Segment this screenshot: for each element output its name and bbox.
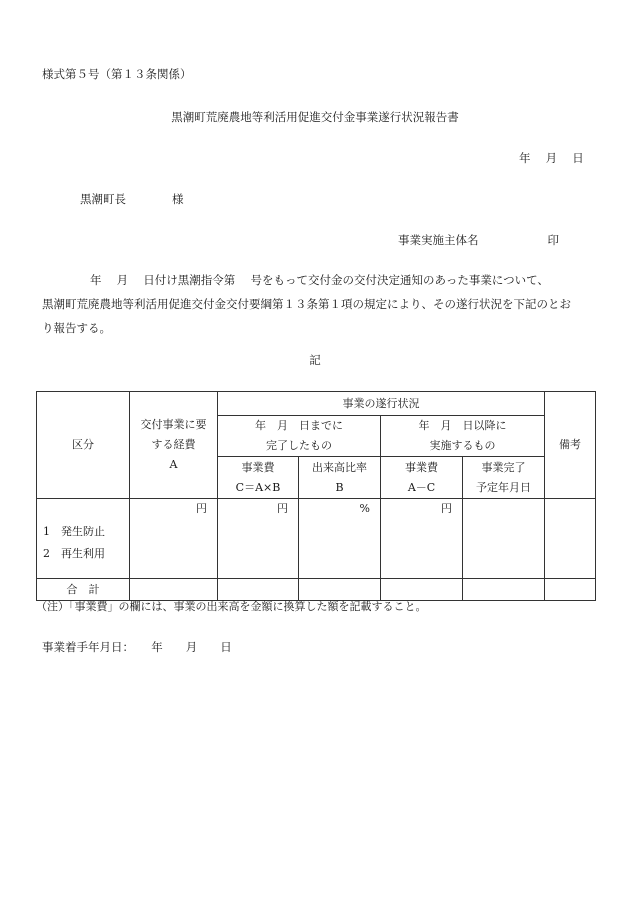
unit-yen: 円 bbox=[196, 502, 207, 515]
subheader-rate bbox=[299, 457, 381, 499]
status-table bbox=[36, 391, 596, 601]
unit-yen: 円 bbox=[441, 502, 452, 515]
grant-cost-cell bbox=[130, 499, 218, 579]
ki-heading: 記 bbox=[309, 353, 321, 367]
subheader-cost bbox=[218, 457, 299, 499]
subheader-completion-date bbox=[463, 457, 545, 499]
form-number: 様式第５号（第１３条関係） bbox=[42, 67, 192, 81]
header-category: 区分 bbox=[37, 392, 130, 499]
total-grant-cost bbox=[130, 579, 218, 601]
header-grant-line1: 交付事業に要 bbox=[140, 418, 207, 431]
subheader-date-line2: 予定年月日 bbox=[476, 480, 531, 494]
start-date-line: 事業着手年月日： 年 月 日 bbox=[42, 640, 232, 654]
total-remarks bbox=[545, 579, 596, 601]
subheader-cost-line2: C＝A×B bbox=[235, 480, 281, 494]
completion-date-cell bbox=[463, 499, 545, 579]
subheader-date-line1: 事業完了 bbox=[481, 460, 526, 474]
header-completed-line1: 年 月 日までに bbox=[255, 419, 343, 432]
subheader-cost2 bbox=[381, 457, 463, 499]
total-cost2 bbox=[381, 579, 463, 601]
remarks-cell bbox=[545, 499, 596, 579]
header-grant-cost bbox=[130, 392, 218, 499]
addressee: 黒潮町長 様 bbox=[80, 192, 184, 206]
table-note: （注）「事業費」の欄には、事業の出来高を金額に換算した額を記載すること。 bbox=[36, 600, 427, 613]
total-label: 合 計 bbox=[37, 579, 130, 601]
header-grant-line2: する経費 bbox=[151, 438, 196, 451]
subheader-cost-line1: 事業費 bbox=[241, 460, 275, 474]
subheader-cost2-line2: A－C bbox=[407, 480, 436, 494]
category-cell bbox=[37, 499, 130, 579]
cost-cell bbox=[218, 499, 299, 579]
report-body bbox=[42, 268, 597, 340]
total-cost bbox=[218, 579, 299, 601]
total-completion-date bbox=[463, 579, 545, 601]
category-item-2: 2 再生利用 bbox=[43, 547, 105, 560]
rate-cell bbox=[299, 499, 381, 579]
unit-percent: % bbox=[359, 502, 370, 515]
body-line-1-text: 年 月 日付け黒潮指令第 号をもって交付金の交付決定通知のあった事業について、 bbox=[90, 273, 549, 287]
subheader-cost2-line1: 事業費 bbox=[405, 460, 438, 474]
total-rate bbox=[299, 579, 381, 601]
unit-yen: 円 bbox=[277, 502, 288, 515]
header-planned-line2: 実施するもの bbox=[429, 439, 496, 452]
header-planned-line1: 年 月 日以降に bbox=[418, 419, 507, 432]
header-remarks: 備考 bbox=[545, 392, 596, 499]
body-line-2: 黒潮町荒廃農地等利活用促進交付金交付要綱第１３条第１項の規定により、その遂行状況を下記のとお bbox=[42, 297, 571, 311]
date-line: 年 月 日 bbox=[519, 151, 584, 165]
body-line-3: り報告する。 bbox=[42, 321, 111, 335]
body-line-1 bbox=[42, 268, 597, 292]
applicant-line: 事業実施主体名 印 bbox=[398, 233, 559, 247]
header-completed-line2: 完了したもの bbox=[266, 439, 332, 452]
cost2-cell bbox=[381, 499, 463, 579]
header-completed bbox=[218, 416, 381, 457]
document-title: 黒潮町荒廃農地等利活用促進交付金事業遂行状況報告書 bbox=[171, 110, 459, 124]
header-planned bbox=[381, 416, 545, 457]
header-status: 事業の遂行状況 bbox=[218, 392, 545, 416]
header-grant-line3: A bbox=[169, 458, 178, 471]
subheader-rate-line2: B bbox=[335, 480, 344, 494]
subheader-rate-line1: 出来高比率 bbox=[312, 460, 367, 474]
category-item-1: 1 発生防止 bbox=[43, 525, 105, 538]
